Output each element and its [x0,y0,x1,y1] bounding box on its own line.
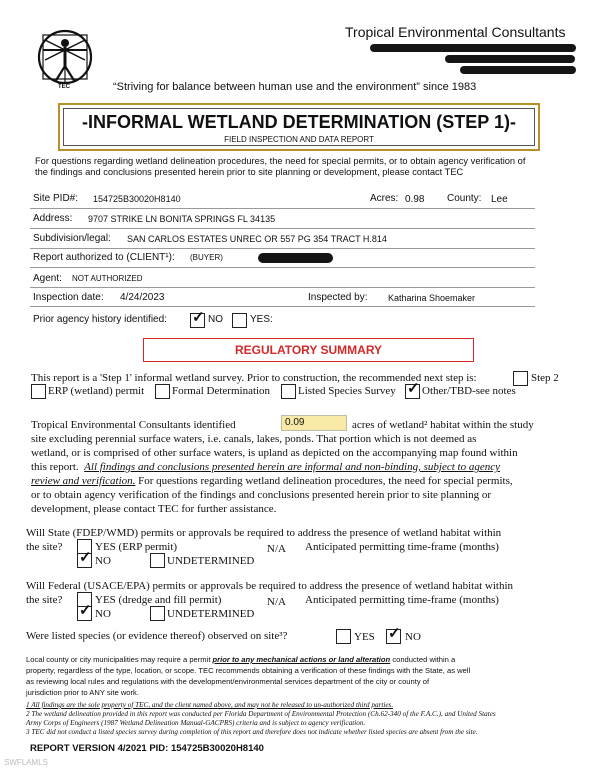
company-name: Tropical Environmental Consultants [345,24,566,40]
intro-text: For questions regarding wetland delineation procedures, the need for special permits, or to obtain agency verification of the findings and conclusions presented herein prior to site planning or development, please contact TEC [35,156,526,177]
inspected-by-label: Inspected by: [308,292,368,303]
federal-undetermined-label: UNDETERMINED [167,608,255,620]
address-value: 9707 STRIKE LN BONITA SPRINGS FL 34135 [88,214,276,224]
divider [30,287,535,288]
prior-no-checkbox[interactable] [190,309,205,328]
state-undetermined-checkbox[interactable] [150,553,165,568]
site-pid-value: 154725B30020H8140 [93,194,181,204]
body-line: development, please contact TEC for further assistance. [31,503,277,515]
footnote-2: 2 The wetland delineation provided in this report was conducted per Florida Department of Environmental Protection (Ch.62-340 of the F.A.C.), and United States [26,710,496,718]
client-value: (BUYER) [190,253,223,262]
federal-no-label: NO [95,608,111,620]
prior-yes-checkbox[interactable] [232,313,247,328]
subdivision-value: SAN CARLOS ESTATES UNREC OR 557 PG 354 TRACT H.814 [127,234,387,244]
erp-checkbox[interactable] [31,384,46,399]
title-box [58,103,540,151]
vitruvian-man-icon [33,28,97,92]
disclaimer-emphasis: prior to any mechanical actions or land alteration [212,655,391,664]
site-pid-label: Site PID#: [33,193,79,204]
state-undetermined-label: UNDETERMINED [167,555,255,567]
divider [30,228,535,229]
state-yes-label: YES (ERP permit) [95,541,178,553]
federal-question-cont: the site? [26,594,63,606]
listed-yes-checkbox[interactable] [336,629,351,644]
listed-question: Were listed species (or evidence thereof) observed on site³? [26,630,288,642]
redaction-bar [370,44,576,52]
agent-value: NOT AUTHORIZED [72,274,143,283]
page-subtitle: FIELD INSPECTION AND DATA REPORT [224,135,374,144]
listed-no-checkbox[interactable] [386,625,401,644]
redaction-bar [445,55,575,63]
disclaimer-text: Local county or city municipalities may require a permit [26,655,213,664]
listed-survey-label: Listed Species Survey [298,385,396,397]
divider [30,267,535,268]
report-version: REPORT VERSION 4/2021 PID: 154725B30020H8140 [30,743,264,754]
disclaimer-line: as reviewing local rules and regulations with the development/environmental services department of the city or county of [26,677,430,686]
check-icon: ✓ [192,309,205,326]
logo [33,28,97,92]
federal-yes-label: YES (dredge and fill permit) [95,594,222,606]
body-emphasis: All findings and conclusions presented herein are informal and non-binding, subject to agency [84,461,500,473]
prior-history-label: Prior agency history identified: [33,314,167,325]
check-icon: ✓ [79,602,92,619]
disclaimer-text: conducted within a [390,655,456,664]
logo-text: TEC [58,84,70,90]
check-icon: ✓ [79,549,92,566]
state-no-checkbox[interactable] [77,549,92,568]
disclaimer-line: property, regardless of the type, location, or scope. TEC recommends obtaining a verification of these findings with the State, as well [26,666,471,675]
body-line [31,475,513,487]
federal-no-checkbox[interactable] [77,602,92,621]
footnote-2-cont: Army Corps of Engineers (1987 Wetland Delineation Manual-GACPRS) criteria and is subject to agency verification. [26,719,366,727]
body-line [31,461,500,473]
prior-no-label: NO [208,314,223,325]
formal-label: Formal Determination [172,385,271,397]
county-value: Lee [491,194,508,205]
regulatory-summary-box [143,338,474,362]
subdivision-label: Subdivision/legal: [33,233,111,244]
footnote-3: 3 TEC did not conduct a listed species survey during completion of this report and therefore does not indicate whether listed species are absent from the site. [26,728,478,736]
divider [30,306,535,307]
body-line: site excluding perennial surface waters, i.e. canals, lakes, ponds. That portion which is not deemed as [31,433,477,445]
county-label: County: [447,193,482,204]
inspected-by-value: Katharina Shoemaker [388,293,476,303]
address-label: Address: [33,213,73,224]
state-na: N/A [267,543,286,555]
regulatory-heading: REGULATORY SUMMARY [234,343,383,357]
client-label: Report authorized to (CLIENT¹): [33,252,175,263]
watermark: SWFLAMLS [4,758,49,767]
acres-label: Acres: [370,193,399,204]
other-label: Other/TBD-see notes [422,385,516,397]
listed-yes-label: YES [354,631,375,643]
federal-question: Will Federal (USACE/EPA) permits or approvals be required to address the presence of wetland habitat within [26,580,513,592]
state-timeframe: Anticipated permitting time-frame (months) [305,541,499,553]
divider [30,248,535,249]
check-icon: ✓ [388,625,401,642]
tec-identified-text: Tropical Environmental Consultants identified [31,419,236,431]
federal-timeframe: Anticipated permitting time-frame (months) [305,594,499,606]
listed-survey-checkbox[interactable] [281,384,296,399]
redaction-bar [258,253,333,263]
federal-undetermined-checkbox[interactable] [150,606,165,621]
acres-value: 0.98 [405,194,425,205]
wetland-acres-value: 0.09 [285,417,305,428]
step-line: This report is a 'Step 1' informal wetland survey. Prior to construction, the recommended next step is: [31,372,477,384]
body-line: or to obtain agency verification of the findings and conclusions presented herein prior to site planning or [31,489,492,501]
state-question: Will State (FDEP/WMD) permits or approvals be required to address the presence of wetland habitat within [26,527,502,539]
body-text: this report. [31,461,79,473]
state-question-cont: the site? [26,541,63,553]
wetland-acres-field[interactable] [281,415,347,431]
body-emphasis: review and verification. [31,475,136,487]
step2-checkbox[interactable] [513,371,528,386]
body-line: wetland, or is comprised of other surface waters, is upland as depicted on the accompanying map found within [31,447,518,459]
slogan: “Striving for balance between human use and the environment” since 1983 [113,81,477,93]
federal-na: N/A [267,596,286,608]
inspection-date-value: 4/24/2023 [120,292,165,303]
body-text: For questions regarding wetland delineation procedures, the need for special permits, [135,475,513,487]
listed-no-label: NO [405,631,421,643]
disclaimer-line [26,655,455,664]
divider [30,208,535,209]
acres-text: acres of wetland² habitat within the study [352,419,534,431]
prior-yes-label: YES: [250,314,273,325]
page-title: -INFORMAL WETLAND DETERMINATION (STEP 1)- [82,112,516,132]
state-no-label: NO [95,555,111,567]
redaction-bar [460,66,576,74]
erp-label: ERP (wetland) permit [48,385,145,397]
check-icon: ✓ [407,380,420,397]
footnote-1: 1 All findings are the sole property of TEC, and the client named above, and may not be released to un-authorized third parties. [26,701,394,709]
other-checkbox[interactable] [405,380,420,399]
formal-checkbox[interactable] [155,384,170,399]
step2-label: Step 2 [531,372,559,384]
agent-label: Agent: [33,273,62,284]
disclaimer-line: jurisdiction prior to ANY site work. [26,688,139,697]
inspection-date-label: Inspection date: [33,292,104,303]
